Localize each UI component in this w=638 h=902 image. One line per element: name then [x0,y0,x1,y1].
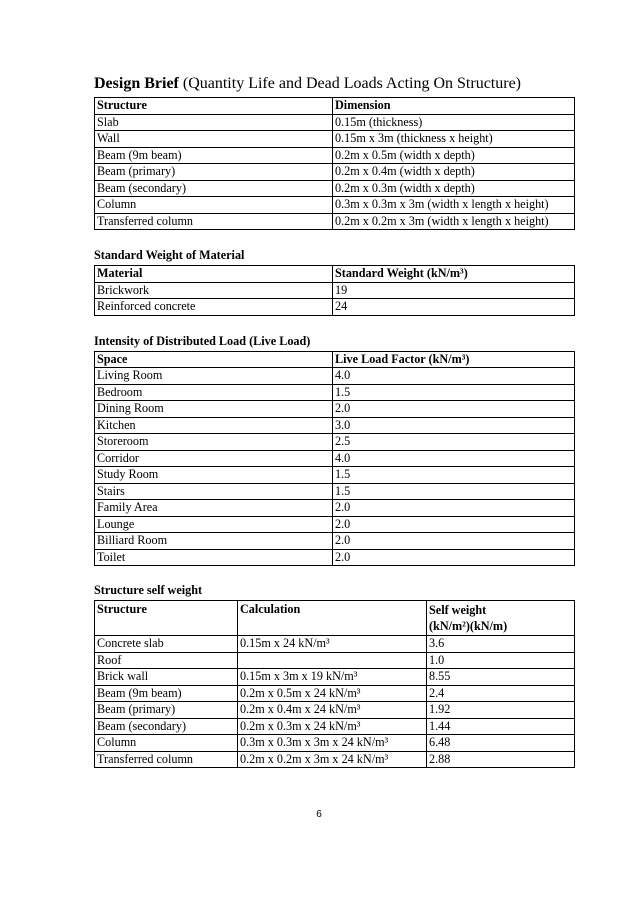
table-cell: 1.5 [333,467,575,484]
table-cell: 19 [333,282,575,299]
table-row [95,500,575,517]
table-cell: Brick wall [95,669,238,686]
table-cell: 0.15m x 3m x 19 kN/m³ [238,669,427,686]
table-row [95,180,575,197]
table-cell: 0.2m x 0.3m (width x depth) [333,180,575,197]
table-row [95,164,575,181]
header-cell: Space [95,351,333,368]
table-cell: Column [95,197,333,214]
title-rest: (Quantity Life and Dead Loads Acting On Structure) [178,75,521,92]
table-cell: 0.2m x 0.5m x 24 kN/m³ [238,685,427,702]
table-header-row [95,98,575,115]
table-cell: Bedroom [95,384,333,401]
table-cell: 2.4 [427,685,575,702]
table-row [95,533,575,550]
table-row [95,751,575,768]
self-weight-table [94,600,575,768]
table-cell: 2.0 [333,500,575,517]
table-cell: 0.2m x 0.2m x 3m (width x length x height) [333,213,575,230]
table-row [95,467,575,484]
table-cell: Concrete slab [95,636,238,653]
header-cell: Material [95,266,333,283]
table-row [95,652,575,669]
table-cell: Transferred column [95,213,333,230]
table-cell: 2.5 [333,434,575,451]
document-page [94,74,575,768]
table-cell: Beam (secondary) [95,180,333,197]
table-cell: 0.15m (thickness) [333,114,575,131]
table-cell: 4.0 [333,368,575,385]
table-cell: Beam (9m beam) [95,685,238,702]
table-row [95,702,575,719]
header-cell [427,601,575,636]
table-row [95,384,575,401]
live-load-table [94,351,575,567]
header-cell: Structure [95,601,238,636]
table-cell: 0.3m x 0.3m x 3m (width x length x height) [333,197,575,214]
table-header-row [95,266,575,283]
table-cell: Reinforced concrete [95,299,333,316]
table-row [95,147,575,164]
table-row [95,417,575,434]
table-cell: 2.0 [333,516,575,533]
header-self-weight-label: Self weight [429,603,487,617]
table-cell: Study Room [95,467,333,484]
table-cell: Billiard Room [95,533,333,550]
table-row [95,401,575,418]
table-row [95,131,575,148]
table-cell: Transferred column [95,751,238,768]
table-row [95,282,575,299]
table-cell: Kitchen [95,417,333,434]
table-row [95,114,575,131]
page-number: 6 [316,809,322,820]
table-row [95,197,575,214]
table-cell: Corridor [95,450,333,467]
table-cell: 8.55 [427,669,575,686]
table-cell: 1.0 [427,652,575,669]
table-row [95,434,575,451]
table-row [95,213,575,230]
table-cell: Beam (primary) [95,164,333,181]
table-cell: 0.15m x 3m (thickness x height) [333,131,575,148]
design-brief-table [94,97,575,230]
table-cell: Family Area [95,500,333,517]
live-load-title: Intensity of Distributed Load (Live Load) [94,333,311,348]
header-cell: Structure [95,98,333,115]
table-cell: 2.0 [333,401,575,418]
table-cell: 2.0 [333,549,575,566]
table-cell: 24 [333,299,575,316]
title-bold: Design Brief [94,75,179,92]
table-cell: 1.92 [427,702,575,719]
table-cell: 0.2m x 0.3m x 24 kN/m³ [238,718,427,735]
table-cell: 2.88 [427,751,575,768]
table-cell: 0.2m x 0.2m x 3m x 24 kN/m³ [238,751,427,768]
table-cell: 3.0 [333,417,575,434]
table-cell: Roof [95,652,238,669]
header-cell: Calculation [238,601,427,636]
table-cell: 0.2m x 0.4m (width x depth) [333,164,575,181]
table-header-row [95,351,575,368]
table-cell: Slab [95,114,333,131]
header-cell: Dimension [333,98,575,115]
table-cell: 6.48 [427,735,575,752]
table-cell [238,652,427,669]
standard-weight-title: Standard Weight of Material [94,248,245,262]
table-cell: Beam (9m beam) [95,147,333,164]
table-cell: 1.5 [333,384,575,401]
table-cell: 4.0 [333,450,575,467]
table-cell: Lounge [95,516,333,533]
table-cell: Beam (secondary) [95,718,238,735]
table-cell: 0.3m x 0.3m x 3m x 24 kN/m³ [238,735,427,752]
table-cell: Toilet [95,549,333,566]
table-row [95,299,575,316]
table-header-row [95,601,575,636]
header-self-weight-units: (kN/m²)(kN/m) [429,619,508,633]
table-cell: 0.2m x 0.5m (width x depth) [333,147,575,164]
table-cell: Brickwork [95,282,333,299]
table-cell: Living Room [95,368,333,385]
table-cell: Column [95,735,238,752]
header-cell: Live Load Factor (kN/m³) [333,351,575,368]
self-weight-title: Structure self weight [94,583,203,597]
table-row [95,718,575,735]
table-cell: 1.5 [333,483,575,500]
table-row [95,368,575,385]
table-row [95,516,575,533]
table-row [95,669,575,686]
table-cell: Storeroom [95,434,333,451]
table-cell: Beam (primary) [95,702,238,719]
table-cell: 3.6 [427,636,575,653]
table-cell: Dining Room [95,401,333,418]
table-cell: 0.15m x 24 kN/m³ [238,636,427,653]
table-row [95,549,575,566]
table-cell: Wall [95,131,333,148]
table-row [95,636,575,653]
table-row [95,685,575,702]
table-row [95,735,575,752]
table-cell: 1.44 [427,718,575,735]
table-row [95,483,575,500]
document-title [94,74,575,94]
table-row [95,450,575,467]
table-cell: Stairs [95,483,333,500]
header-cell: Standard Weight (kN/m³) [333,266,575,283]
table-cell: 0.2m x 0.4m x 24 kN/m³ [238,702,427,719]
table-cell: 2.0 [333,533,575,550]
standard-weight-table [94,265,575,316]
